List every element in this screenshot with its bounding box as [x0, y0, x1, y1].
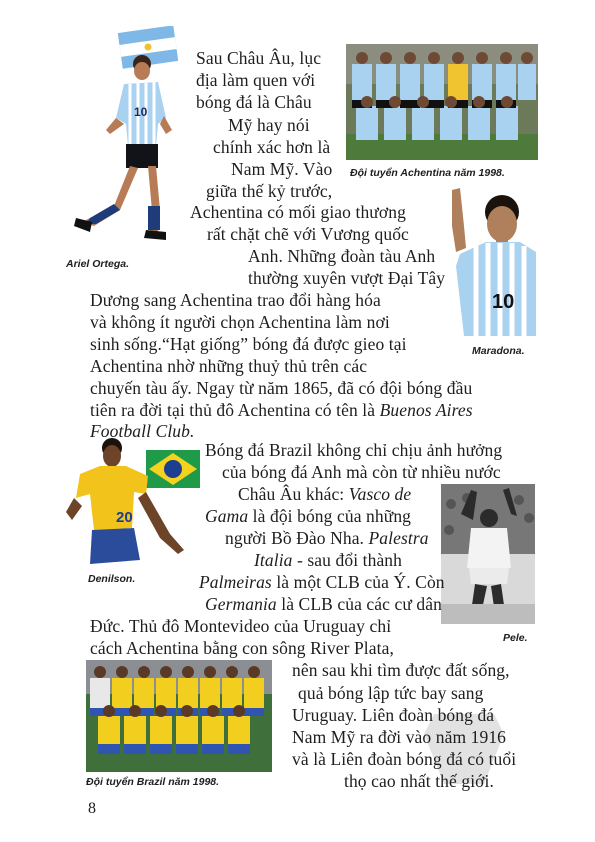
svg-text:10: 10 — [492, 291, 515, 313]
text-line: nên sau khi tìm được đất sống, — [292, 660, 510, 680]
text-line: Achentina nhờ những thuỷ thủ trên các — [90, 356, 368, 376]
text-line: Italia - sau đổi thành — [254, 550, 403, 570]
text-line: Football Club. — [90, 421, 195, 441]
text-line: Achentina có mối giao thương — [190, 202, 406, 222]
svg-text:10: 10 — [134, 105, 148, 119]
maradona-caption: Maradona. — [472, 345, 525, 357]
text-line: Nam Mỹ. Vào — [231, 159, 333, 179]
brazil-flag-icon — [146, 450, 200, 488]
text-line: sinh sống.“Hạt giống” bóng đá được gieo tại — [90, 334, 407, 354]
text-line: thọ cao nhất thế giới. — [344, 771, 494, 791]
text-line: Sau Châu Âu, lục — [196, 48, 322, 68]
text-line: giữa thế kỷ trước, — [206, 181, 333, 201]
text-line: tiên ra đời tại thủ đô Achentina có tên là Buenos Aires — [90, 400, 473, 420]
pele-caption: Pele. — [503, 632, 528, 644]
text-line: chuyến tàu ấy. Ngay từ năm 1865, đã có đội bóng đầu — [90, 378, 473, 398]
maradona-photo — [446, 186, 536, 336]
text-line: Mỹ hay nói — [228, 115, 310, 135]
text-line: và không ít người chọn Achentina làm nơi — [90, 312, 390, 332]
text-line: người Bồ Đào Nha. Palestra — [225, 528, 429, 548]
text-line: quả bóng lập tức bay sang — [298, 683, 484, 703]
text-line: Anh. Những đoàn tàu Anh — [248, 246, 436, 266]
text-line: Bóng đá Brazil không chỉ chịu ảnh hưởng — [205, 440, 503, 460]
text-line: Gama là đội bóng của những — [205, 506, 412, 526]
denilson-caption: Denilson. — [88, 573, 136, 585]
argentina-team-caption: Đội tuyển Achentina năm 1998. — [350, 167, 505, 179]
text-line: và là Liên đoàn bóng đá có tuổi — [292, 749, 517, 769]
pele-photo — [441, 484, 535, 624]
text-line: thường xuyên vượt Đại Tây — [248, 268, 446, 288]
page-number: 8 — [88, 800, 96, 817]
ortega-photo — [66, 26, 186, 251]
text-line: Châu Âu khác: Vasco de — [238, 484, 412, 504]
text-line: của bóng đá Anh mà còn từ nhiều nước — [222, 462, 501, 482]
brazil-team-photo — [86, 660, 272, 772]
text-line: địa làm quen với — [196, 70, 316, 90]
text-line: bóng đá là Châu — [196, 92, 312, 112]
ortega-caption: Ariel Ortega. — [66, 258, 130, 270]
text-line: Germania là CLB của các cư dân — [205, 594, 442, 614]
brazil-team-caption: Đội tuyển Brazil năm 1998. — [86, 776, 220, 788]
svg-text:20: 20 — [116, 509, 133, 526]
text-line: Uruguay. Liên đoàn bóng đá — [292, 705, 495, 725]
text-line: Dương sang Achentina trao đổi hàng hóa — [90, 290, 381, 310]
text-line: cách Achentina bằng con sông River Plata, — [90, 638, 394, 658]
text-line: chính xác hơn là — [213, 137, 331, 157]
text-line: Nam Mỹ ra đời vào năm 1916 — [292, 727, 507, 747]
text-line: Đức. Thủ đô Montevideo của Uruguay chỉ — [90, 616, 392, 636]
text-line: Palmeiras là một CLB của Ý. Còn — [199, 572, 445, 592]
argentina-team-photo — [346, 44, 538, 160]
denilson-photo — [60, 436, 200, 566]
text-line: rất chặt chẽ với Vương quốc — [207, 224, 409, 244]
